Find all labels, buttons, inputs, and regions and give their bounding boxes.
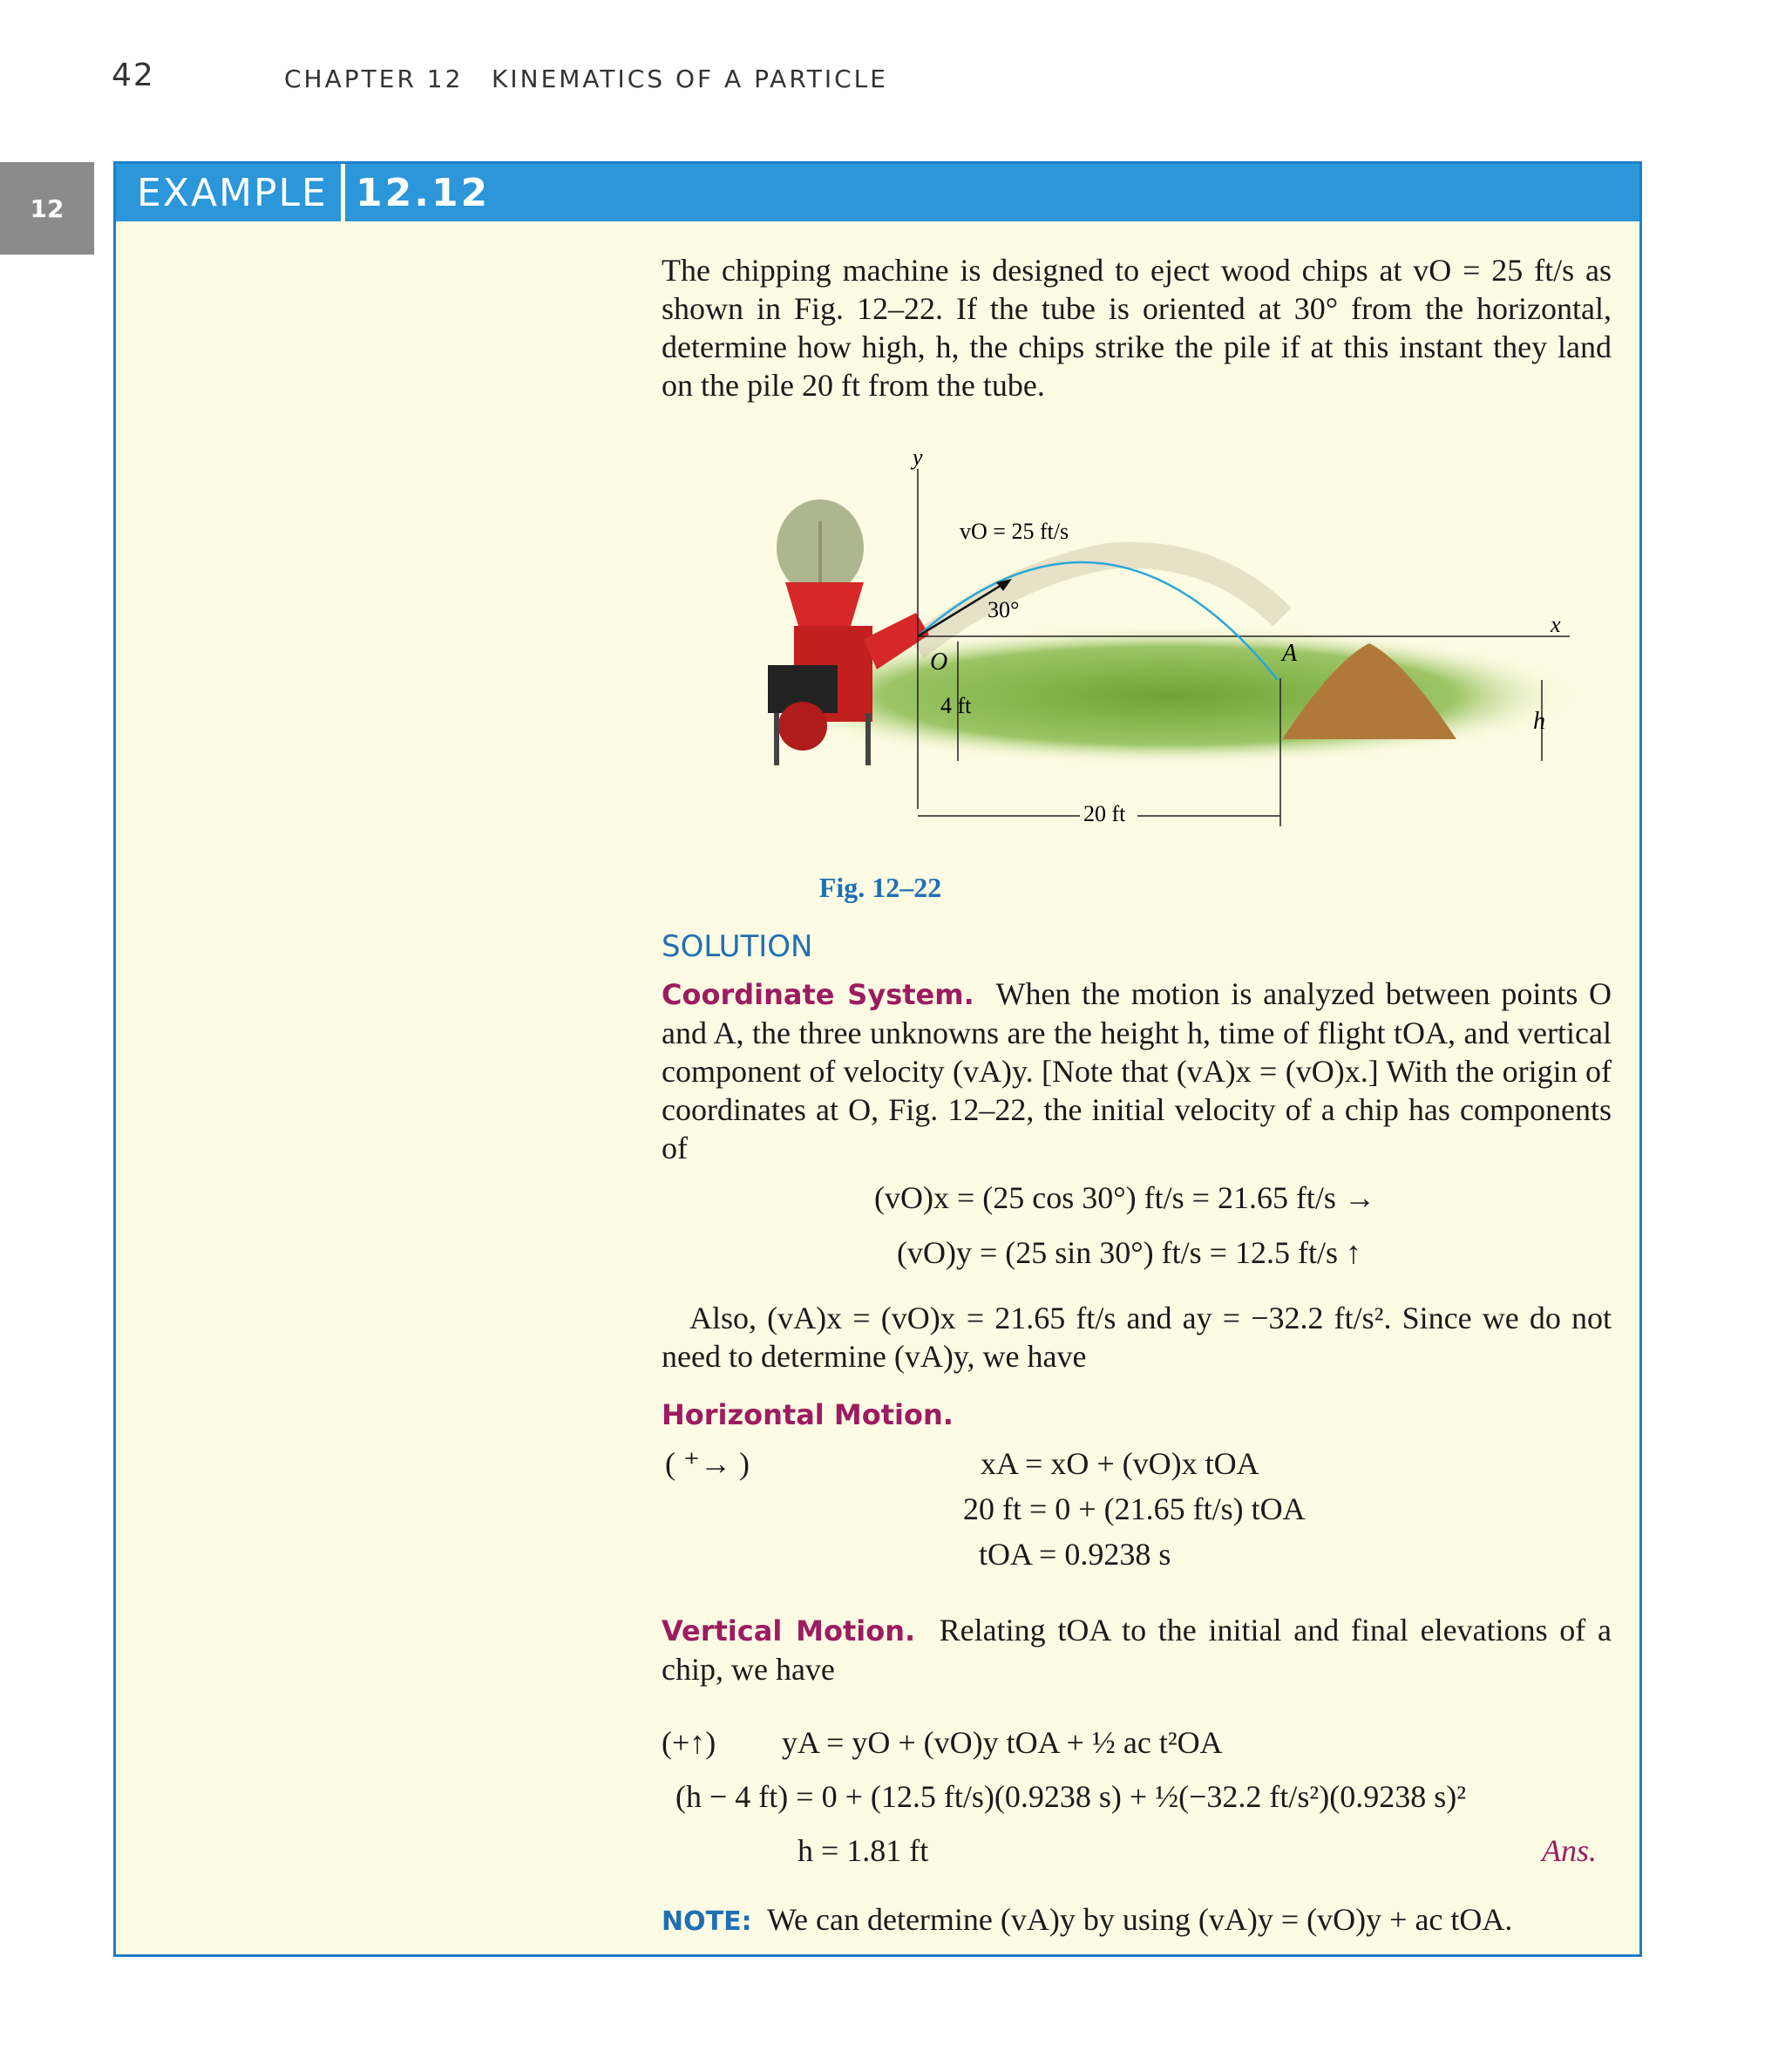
eq-voy: (vO)y = (25 sin 30°) ft/s = 12.5 ft/s ↑ <box>897 1235 1361 1270</box>
horizontal-sign: ( ⁺→ ) <box>665 1446 750 1481</box>
chapter-label: CHAPTER 12 <box>284 65 464 93</box>
solution-heading: SOLUTION <box>662 929 813 964</box>
eq-vox: (vO)x = (25 cos 30°) ft/s = 21.65 ft/s → <box>874 1180 1375 1215</box>
coordinate-system-text: When the motion is analyzed between points O and A, the three unknowns are the height h, time of flight tOA, and vertical component of velocity (vA)y. [Note that (vA)x = (vO)x.] With the origin of coordinates at O, Fig. 12–22, the initial velocity of a chip has components of <box>662 976 1612 1165</box>
chapter-title: KINEMATICS OF A PARTICLE <box>492 65 888 93</box>
angle-label: 30° <box>988 597 1020 622</box>
example-label: EXAMPLE <box>137 171 328 215</box>
dim-h-label: h <box>1533 708 1545 735</box>
dim-4ft-label: 4 ft <box>940 693 972 718</box>
note-text: We can determine (vA)y by using (vA)y = (vO)y + ac tOA. <box>766 1902 1513 1937</box>
eq-vertical-3: h = 1.81 ft <box>797 1833 929 1868</box>
note-paragraph <box>662 1900 1612 1941</box>
eq-vertical-2: (h − 4 ft) = 0 + (12.5 ft/s)(0.9238 s) + ½(−32.2 ft/s²)(0.9238 s)² <box>675 1779 1466 1814</box>
figure-caption: Fig. 12–22 <box>818 872 942 903</box>
vertical-motion-text: Relating tOA to the initial and final elevations of a chip, we have <box>662 1613 1612 1687</box>
example-box <box>113 161 1642 1957</box>
page-number: 42 <box>112 58 155 93</box>
vertical-motion-paragraph <box>662 1611 1612 1688</box>
vertical-sign: (+↑) <box>662 1725 716 1760</box>
vertical-motion-heading: Vertical Motion. <box>662 1614 916 1647</box>
eq-horizontal-2: 20 ft = 0 + (21.65 ft/s) tOA <box>963 1491 1306 1526</box>
example-number: 12.12 <box>356 171 491 215</box>
figure-chipper <box>759 445 1587 826</box>
coordinate-system-heading: Coordinate System. <box>662 978 974 1011</box>
velocity-label: vO = 25 ft/s <box>960 519 1069 544</box>
answer-marker: Ans. <box>1542 1833 1597 1868</box>
y-axis-label: y <box>913 445 923 470</box>
example-banner <box>116 164 1639 221</box>
x-axis-label: x <box>1551 612 1561 637</box>
problem-statement: The chipping machine is designed to eject wood chips at vO = 25 ft/s as shown in Fig. 12–22. If the tube is oriented at 30° from the horizontal, determine how high, h, the chips strike the pile if at this instant they land on the pile 20 ft from the tube. <box>662 253 1612 403</box>
horizontal-motion-heading: Horizontal Motion. <box>662 1398 954 1431</box>
eq-horizontal-1: xA = xO + (vO)x tOA <box>981 1446 1259 1481</box>
point-a-label: A <box>1282 640 1298 667</box>
also-paragraph: Also, (vA)x = (vO)x = 21.65 ft/s and ay = −32.2 ft/s². Since we do not need to determine (vA)y, we have <box>662 1301 1612 1374</box>
dim-20ft-label: 20 ft <box>1083 801 1126 826</box>
note-label: NOTE: <box>662 1906 752 1937</box>
eq-horizontal-3: tOA = 0.9238 s <box>979 1537 1171 1572</box>
origin-label: O <box>930 649 948 676</box>
chapter-tab: 12 <box>0 162 94 255</box>
banner-divider <box>341 164 345 221</box>
eq-vertical-1: yA = yO + (vO)y tOA + ½ ac t²OA <box>782 1725 1223 1760</box>
coordinate-system-paragraph <box>662 975 1612 1167</box>
